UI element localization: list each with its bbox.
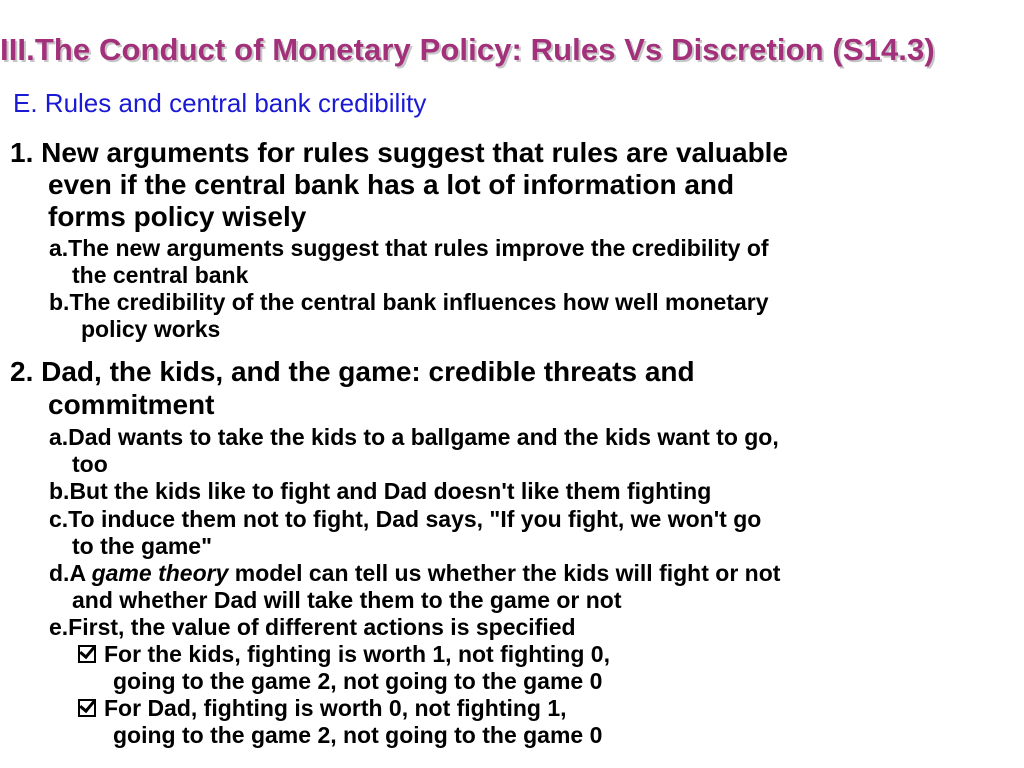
- checkbox-checked-icon: [78, 699, 96, 717]
- point-2-d-line-2: and whether Dad will take them to the game or not: [72, 587, 622, 613]
- bullet-2-line-1-row: [78, 694, 567, 722]
- point-2-line-1: 2. Dad, the kids, and the game: credible threats and: [10, 356, 695, 387]
- checkbox-checked-icon: [78, 645, 96, 663]
- point-1-line-2: even if the central bank has a lot of information and: [48, 169, 735, 200]
- point-2-c-line-2: to the game": [72, 533, 212, 559]
- point-2-c-line-1: c.To induce them not to fight, Dad says, "If you fight, we won't go: [49, 506, 762, 532]
- point-2-line-2: commitment: [48, 389, 215, 420]
- point-1-b-line-1: b.The credibility of the central bank influences how well monetary: [49, 289, 769, 315]
- section-subtitle: E. Rules and central bank credibility: [13, 88, 427, 118]
- point-1-a-line-1: a.The new arguments suggest that rules improve the credibility of: [49, 235, 769, 261]
- point-2-a-line-2: too: [72, 451, 108, 477]
- point-1-line-3: forms policy wisely: [48, 201, 307, 232]
- point-1-b-line-2: policy works: [81, 316, 221, 342]
- bullet-1-line-2: going to the game 2, not going to the game 0: [113, 668, 603, 694]
- point-2-e-line-1: e.First, the value of different actions is specified: [49, 614, 576, 640]
- point-2-a-line-1: a.Dad wants to take the kids to a ballgame and the kids want to go,: [49, 424, 779, 450]
- bullet-1-line-1: For the kids, fighting is worth 1, not fighting 0,: [104, 641, 610, 667]
- point-2-d-prefix: d.A: [49, 560, 92, 586]
- bullet-2-line-2: going to the game 2, not going to the game 0: [113, 722, 603, 748]
- point-2-d-italic-term: game theory: [91, 560, 229, 586]
- point-1-a-line-2: the central bank: [72, 262, 249, 288]
- point-2-d-line-1: [49, 559, 780, 587]
- point-2-b-line-1: b.But the kids like to fight and Dad doesn't like them fighting: [49, 478, 712, 504]
- point-1-line-1: 1. New arguments for rules suggest that rules are valuable: [10, 137, 789, 168]
- slide-title: III.The Conduct of Monetary Policy: Rules Vs Discretion (S14.3): [0, 32, 935, 67]
- point-2-d-suffix: model can tell us whether the kids will fight or not: [228, 560, 781, 586]
- bullet-1-line-1-row: [78, 640, 610, 668]
- bullet-2-line-1: For Dad, fighting is worth 0, not fighting 1,: [104, 695, 567, 721]
